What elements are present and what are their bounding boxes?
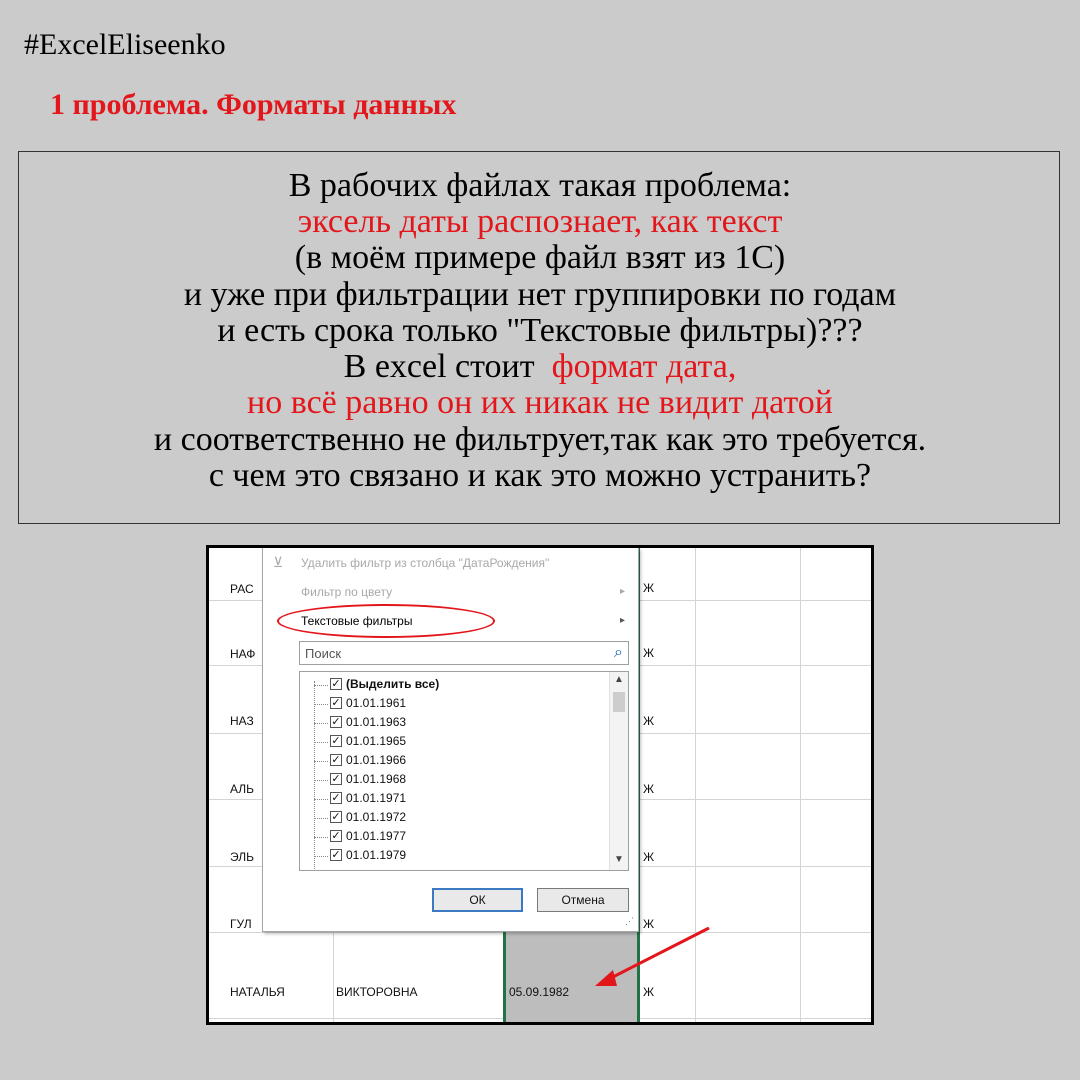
cell-gender[interactable]: Ж [643,985,655,999]
question-line-9: с чем это связано и как это можно устранить? [208,457,872,494]
filter-value-list[interactable]: ✓ (Выделить все) ✓ 01.01.1961 ✓ 01.01.1963 ✓ 01.01.1965 ✓ 01.01.1966 ✓ 01.01.1968 ✓ 01.01.1971 ✓ 01.01.1972 ✓ 01.01.1977 ✓ 01.01.1979 ▲ ▼ [299,671,629,871]
checkbox[interactable]: ✓ [331,697,341,709]
cell-gender[interactable]: Ж [643,646,655,660]
cell-name[interactable]: ЭЛЬ [230,850,254,864]
checkbox[interactable]: ✓ [331,792,341,804]
question-line-7: но всё равно он их никак не видит датой [247,384,833,421]
resize-grip-icon[interactable]: ⋰ [625,916,634,926]
checkbox[interactable]: ✓ [331,678,341,690]
cell-gender[interactable]: Ж [643,714,655,728]
funnel-clear-icon: ⊻ [273,554,284,570]
cell-first-name[interactable]: НАТАЛЬЯ [230,985,285,999]
checkbox[interactable]: ✓ [331,849,341,861]
question-line-3: (в моём примере файл взят из 1С) [294,239,786,276]
menu-text-filters[interactable]: Текстовые фильтры [301,614,413,628]
scroll-down-icon[interactable]: ▼ [614,854,624,865]
cell-name[interactable]: НАФ [230,647,256,661]
checkbox[interactable]: ✓ [331,773,341,785]
submenu-arrow-icon: ▸ [620,615,626,626]
question-box [18,151,1060,524]
question-line-6-highlight: формат дата, [551,348,737,385]
heading: 1 проблема. Форматы данных [50,88,457,121]
checkbox[interactable]: ✓ [331,716,341,728]
search-placeholder: Поиск [305,646,342,661]
checkbox[interactable]: ✓ [331,811,341,823]
menu-filter-by-color[interactable]: Фильтр по цвету [301,585,393,599]
cell-gender[interactable]: Ж [643,782,655,796]
cancel-button[interactable]: Отмена [537,888,629,912]
cell-gender[interactable]: Ж [643,581,655,595]
question-line-6 [19,349,1061,385]
checkbox[interactable]: ✓ [331,735,341,747]
cell-name[interactable]: РАС [230,582,254,596]
checkbox[interactable]: ✓ [331,754,341,766]
question-line-2: эксель даты распознает, как текст [297,203,783,240]
cell-name[interactable]: НАЗ [230,714,254,728]
question-line-5: и есть срока только "Текстовые фильтры)??? [217,312,863,349]
checkbox[interactable]: ✓ [331,830,341,842]
cell-birth-date[interactable]: 05.09.1982 [509,985,570,999]
cell-gender[interactable]: Ж [643,850,655,864]
red-arrow-annotation [209,548,874,1025]
cell-name[interactable]: ГУЛ [230,917,252,931]
cell-patronymic[interactable]: ВИКТОРОВНА [336,985,418,999]
scroll-up-icon[interactable]: ▲ [614,674,624,685]
excel-screenshot [206,545,874,1025]
question-line-8: и соответственно не фильтрует,так как это требуется. [153,421,927,458]
magnifier-icon: ⌕ [614,644,623,661]
question-line-4: и уже при фильтрации нет группировки по годам [183,276,897,313]
question-line-6-start: В excel стоит [343,348,535,385]
question-line-1: В рабочих файлах такая проблема: [288,167,792,204]
submenu-arrow-icon: ▸ [620,586,626,597]
hashtag: #ExcelEliseenko [24,28,226,61]
cell-gender[interactable]: Ж [643,917,655,931]
cell-name[interactable]: АЛЬ [230,782,255,796]
ok-button[interactable]: ОК [432,888,523,912]
menu-clear-filter[interactable]: Удалить фильтр из столбца "ДатаРождения" [301,556,550,570]
